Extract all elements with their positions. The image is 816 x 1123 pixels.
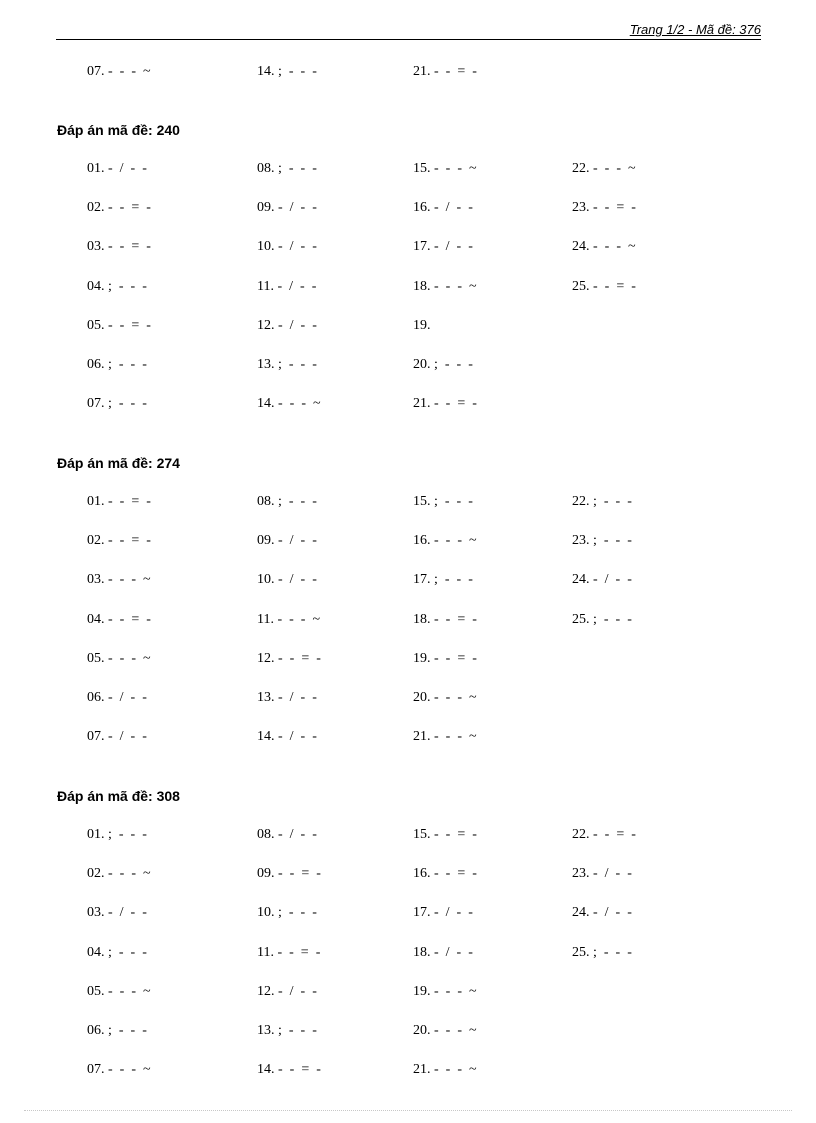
answer-cell: 01. - / - - (87, 161, 147, 176)
answer-row (0, 1060, 816, 1080)
answer-cell: 22. ; - - - (572, 494, 632, 509)
answer-cell: 25. ; - - - (572, 611, 632, 627)
answer-row (0, 198, 816, 218)
answer-cell: 16. - - - ~ (413, 533, 477, 549)
answer-cell: 06. - / - - (87, 690, 147, 705)
answer-cell: 05. - - - ~ (87, 650, 151, 666)
answer-cell: 20. - - - ~ (413, 1023, 477, 1038)
answer-row (0, 492, 816, 512)
answer-cell: 23. - - = - (572, 200, 636, 216)
answer-row (0, 825, 816, 845)
answer-cell: 06. ; - - - (87, 357, 147, 372)
answer-cell: 01. ; - - - (87, 827, 147, 842)
answer-cell: 16. - - = - (413, 866, 477, 882)
answer-row (0, 316, 816, 336)
answer-cell: 17. ; - - - (413, 572, 473, 588)
answer-cell: 21. - - - ~ (413, 1062, 477, 1078)
answer-cell: 13. - / - - (257, 690, 317, 705)
footer-divider (24, 1110, 792, 1111)
answer-cell: 09. - / - - (257, 200, 317, 216)
answer-cell: 05. - - - ~ (87, 983, 151, 999)
page-header (56, 20, 761, 40)
answer-cell: 07. - - - ~ (87, 1062, 151, 1078)
answer-cell: 11. - / - - (257, 278, 317, 294)
answer-cell: 23. - / - - (572, 866, 632, 882)
answer-cell: 13. ; - - - (257, 357, 317, 372)
answer-cell: 15. - - - ~ (413, 161, 477, 176)
answer-row (0, 355, 816, 375)
answer-row (0, 62, 816, 82)
answer-cell: 14. ; - - - (257, 64, 317, 79)
answer-cell: 07. ; - - - (87, 396, 147, 412)
answer-cell: 24. - - - ~ (572, 239, 636, 255)
answer-row (0, 688, 816, 708)
answer-cell: 09. - - = - (257, 866, 321, 882)
answer-cell: 08. ; - - - (257, 494, 317, 509)
answer-cell: 20. ; - - - (413, 357, 473, 372)
answer-row (0, 903, 816, 923)
answer-cell: 12. - - = - (257, 650, 321, 666)
answer-cell: 17. - / - - (413, 905, 473, 921)
answer-cell: 20. - - - ~ (413, 690, 477, 705)
answer-cell: 21. - - = - (413, 396, 477, 412)
answer-row (0, 159, 816, 179)
answer-cell: 19. - - - ~ (413, 983, 477, 999)
section-title: Đáp án mã đề: 240 (57, 122, 180, 138)
answer-row (0, 864, 816, 884)
answer-cell: 06. ; - - - (87, 1023, 147, 1038)
page-header-text: Trang 1/2 - Mã đề: 376 (629, 22, 761, 37)
answer-row (0, 277, 816, 297)
answer-cell: 03. - - - ~ (87, 572, 151, 588)
answer-cell: 24. - / - - (572, 572, 632, 588)
answer-cell: 09. - / - - (257, 533, 317, 549)
answer-cell: 03. - / - - (87, 905, 147, 921)
answer-cell: 19. - - = - (413, 650, 477, 666)
answer-cell: 01. - - = - (87, 494, 151, 509)
answer-cell: 23. ; - - - (572, 533, 632, 549)
answer-cell: 05. - - = - (87, 317, 151, 333)
answer-cell: 07. - / - - (87, 729, 147, 745)
answer-row (0, 1021, 816, 1041)
answer-row (0, 610, 816, 630)
answer-row (0, 649, 816, 669)
answer-row (0, 237, 816, 257)
answer-cell: 22. - - - ~ (572, 161, 636, 176)
answer-row (0, 394, 816, 414)
answer-row (0, 982, 816, 1002)
answer-cell: 02. - - = - (87, 533, 151, 549)
answer-cell: 13. ; - - - (257, 1023, 317, 1038)
answer-cell: 19. (413, 317, 431, 333)
answer-row (0, 570, 816, 590)
answer-cell: 08. ; - - - (257, 161, 317, 176)
answer-cell: 11. - - - ~ (257, 611, 321, 627)
answer-row (0, 531, 816, 551)
answer-row (0, 727, 816, 747)
answer-cell: 04. ; - - - (87, 278, 147, 294)
answer-cell: 24. - / - - (572, 905, 632, 921)
answer-cell: 18. - - = - (413, 611, 477, 627)
answer-cell: 07. - - - ~ (87, 64, 151, 79)
answer-cell: 25. ; - - - (572, 944, 632, 960)
answer-cell: 02. - - = - (87, 200, 151, 216)
answer-cell: 15. - - = - (413, 827, 477, 842)
answer-cell: 21. - - = - (413, 64, 477, 79)
answer-cell: 16. - / - - (413, 200, 473, 216)
answer-cell: 14. - - = - (257, 1062, 321, 1078)
answer-cell: 04. - - = - (87, 611, 151, 627)
answer-cell: 11. - - = - (257, 944, 321, 960)
answer-cell: 18. - / - - (413, 944, 473, 960)
section-title: Đáp án mã đề: 308 (57, 788, 180, 804)
answer-cell: 10. ; - - - (257, 905, 317, 921)
answer-cell: 25. - - = - (572, 278, 636, 294)
answer-cell: 22. - - = - (572, 827, 636, 842)
answer-cell: 14. - - - ~ (257, 396, 321, 412)
answer-cell: 02. - - - ~ (87, 866, 151, 882)
answer-cell: 04. ; - - - (87, 944, 147, 960)
answer-cell: 03. - - = - (87, 239, 151, 255)
answer-row (0, 943, 816, 963)
answer-cell: 15. ; - - - (413, 494, 473, 509)
answer-cell: 10. - / - - (257, 239, 317, 255)
answer-cell: 08. - / - - (257, 827, 317, 842)
answer-cell: 10. - / - - (257, 572, 317, 588)
answer-cell: 18. - - - ~ (413, 278, 477, 294)
section-title: Đáp án mã đề: 274 (57, 455, 180, 471)
answer-cell: 12. - / - - (257, 317, 317, 333)
answer-cell: 12. - / - - (257, 983, 317, 999)
answer-cell: 14. - / - - (257, 729, 317, 745)
answer-cell: 17. - / - - (413, 239, 473, 255)
answer-cell: 21. - - - ~ (413, 729, 477, 745)
